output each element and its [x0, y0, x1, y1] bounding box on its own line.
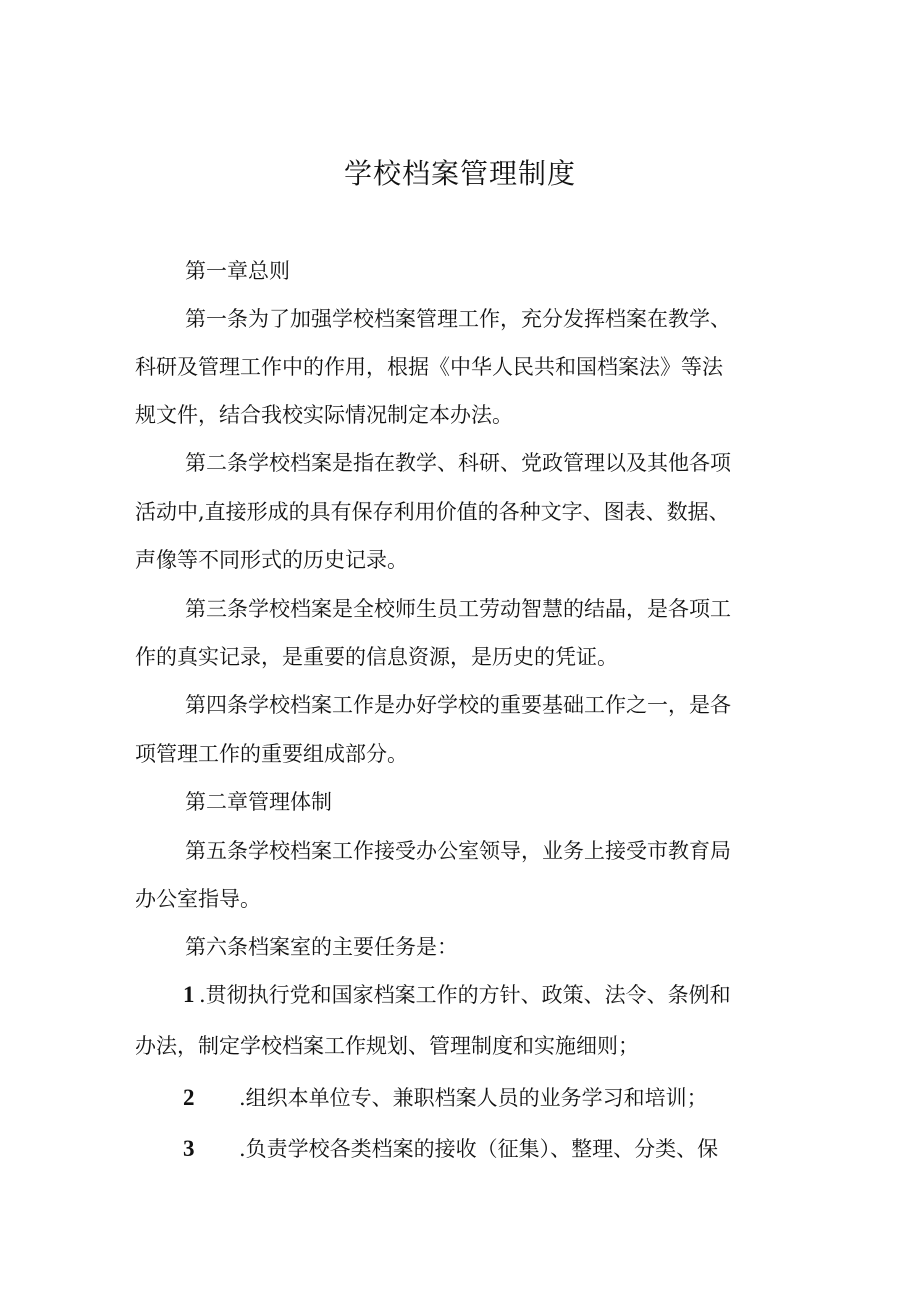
item-3-line-1: .负责学校各类档案的接收（征集）、整理、分类、保: [239, 1137, 719, 1161]
article-6-line-1: 第六条档案室的主要任务是：: [185, 935, 458, 959]
item-1-line-1: .贯彻执行党和国家档案工作的方针、政策、法令、条例和: [199, 983, 731, 1007]
document-title: 学校档案管理制度: [343, 157, 576, 190]
article-1-line-1: 第一条为了加强学校档案管理工作，充分发挥档案在教学、: [185, 307, 731, 331]
item-number-3: 3: [183, 1136, 195, 1161]
article-5-line-1: 第五条学校档案工作接受办公室领导，业务上接受市教育局: [185, 839, 731, 863]
item-2-line-1: .组织本单位专、兼职档案人员的业务学习和培训；: [239, 1086, 708, 1110]
item-number-1: 1: [183, 982, 195, 1007]
item-number-2: 2: [183, 1085, 195, 1110]
article-2-line-3: 声像等不同形式的历史记录。: [135, 548, 408, 572]
article-5-line-2: 办公室指导。: [135, 887, 261, 911]
article-2-line-2: 活动中,直接形成的具有保存利用价值的各种文字、图表、数据、: [135, 500, 730, 524]
article-4-line-1: 第四条学校档案工作是办好学校的重要基础工作之一，是各: [185, 693, 731, 717]
article-3-line-2: 作的真实记录，是重要的信息资源，是历史的凭证。: [135, 645, 618, 669]
article-1-line-3: 规文件，结合我校实际情况制定本办法。: [135, 403, 513, 427]
article-1-line-2: 科研及管理工作中的作用，根据《中华人民共和国档案法》等法: [135, 355, 723, 379]
item-1-line-2: 办法，制定学校档案工作规划、管理制度和实施细则；: [135, 1034, 639, 1058]
chapter-1-heading: 第一章总则: [185, 259, 290, 283]
article-2-line-1: 第二条学校档案是指在教学、科研、党政管理以及其他各项: [185, 451, 731, 475]
article-3-line-1: 第三条学校档案是全校师生员工劳动智慧的结晶，是各项工: [185, 597, 731, 621]
article-4-line-2: 项管理工作的重要组成部分。: [135, 742, 408, 766]
chapter-2-heading: 第二章管理体制: [185, 790, 332, 814]
